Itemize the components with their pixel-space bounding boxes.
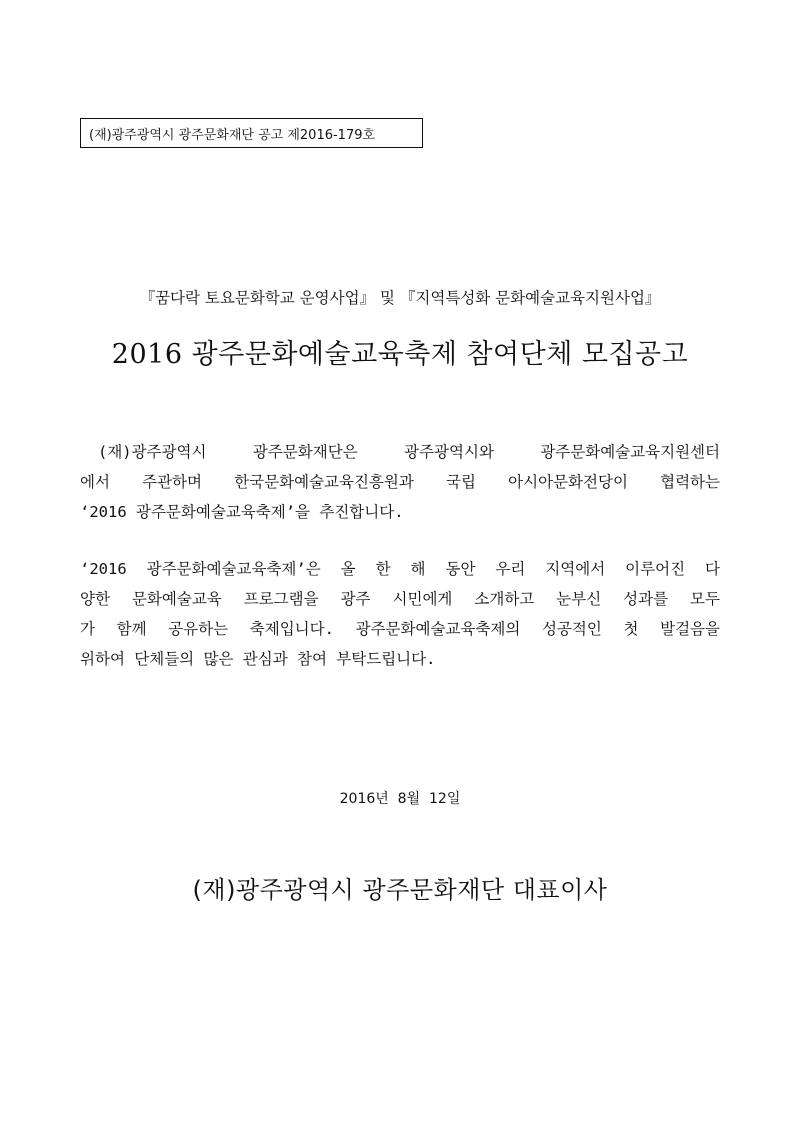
paragraph-line: 가 함께 공유하는 축제입니다. 광주문화예술교육축제의 성공적인 첫 발걸음을 [80, 620, 720, 638]
page-title: 2016 광주문화예술교육축제 참여단체 모집공고 [111, 339, 689, 370]
issuer-signature: (재)광주광역시 광주문화재단 대표이사 [192, 876, 608, 904]
paragraph-line: 위하여 단체들의 많은 관심과 참여 부탁드립니다. [80, 650, 436, 668]
project-subtitle: 『꿈다락 토요문화학교 운영사업』 및 『지역특성화 문화예술교육지원사업』 [139, 289, 661, 307]
paragraph-line: ‘2016 광주문화예술교육축제’은 올 한 해 동안 우리 지역에서 이루어진 다 [80, 560, 720, 578]
body-paragraph-2 [80, 554, 720, 674]
paragraph-line: 양한 문화예술교육 프로그램을 광주 시민에게 소개하고 눈부신 성과를 모두 [80, 590, 720, 608]
body-paragraph-1 [80, 437, 720, 527]
notice-number-box [80, 118, 423, 148]
paragraph-line: 에서 주관하며 한국문화예술교육진흥원과 국립 아시아문화전당이 협력하는 [80, 473, 720, 491]
paragraph-line: ‘2016 광주문화예술교육축제’을 추진합니다. [80, 503, 404, 521]
notice-number: (재)광주광역시 광주문화재단 공고 제2016-179호 [89, 127, 376, 143]
paragraph-line: (재)광주광역시 광주문화재단은 광주광역시와 광주문화예술교육지원센터 [98, 443, 720, 461]
notice-date: 2016년 8월 12일 [339, 791, 461, 807]
